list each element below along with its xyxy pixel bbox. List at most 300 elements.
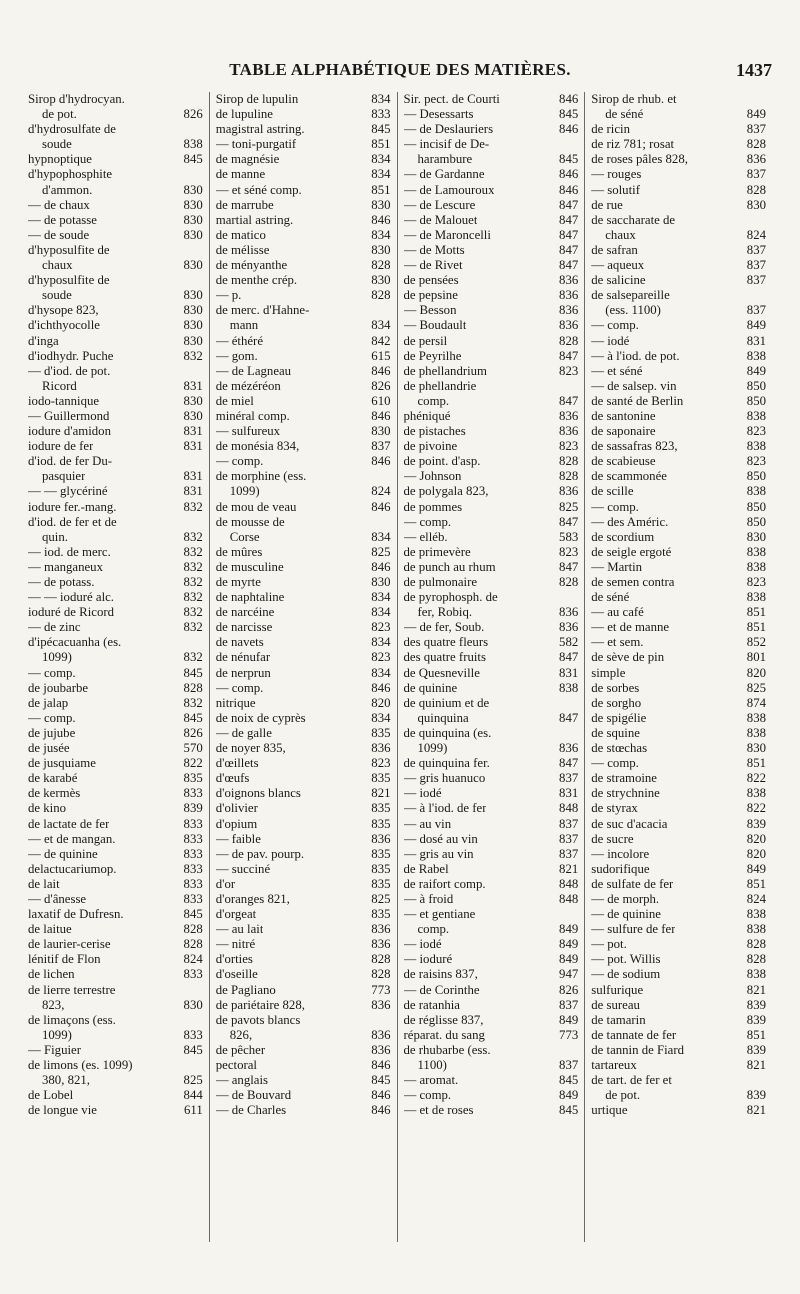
entry-term: — et de mangan. — [28, 831, 116, 846]
entry-page: 828 — [559, 333, 579, 348]
entry-term: — éthéré — [215, 333, 264, 348]
index-entry — [28, 213, 203, 228]
entry-term: — de sodium — [591, 967, 661, 982]
entry-term: de pivoine — [403, 439, 458, 454]
index-entry — [216, 1103, 391, 1118]
entry-term: de pot. — [605, 1088, 641, 1103]
entry-page: 838 — [746, 922, 766, 937]
index-entry — [28, 786, 203, 801]
entry-term: de pavots blancs — [215, 1012, 301, 1027]
entry-term: de sureau — [591, 997, 640, 1012]
entry-term: — anglais — [215, 1073, 268, 1088]
entry-page: 836 — [371, 997, 391, 1012]
entry-page: 851 — [746, 876, 766, 891]
index-entry — [216, 198, 391, 213]
index-entry — [404, 635, 579, 650]
entry-term: d'hysope 823, — [28, 303, 99, 318]
entry-page: 831 — [559, 665, 579, 680]
index-entry — [216, 1043, 391, 1058]
index-entry — [404, 907, 579, 922]
entry-page: 826 — [183, 107, 203, 122]
index-entry — [591, 862, 766, 877]
entry-page: 845 — [183, 665, 203, 680]
entry-page: 832 — [183, 590, 203, 605]
entry-term: de séné — [591, 590, 630, 605]
entry-page: 823 — [746, 454, 766, 469]
entry-page: 838 — [183, 137, 203, 152]
entry-term: d'oignons blancs — [215, 786, 301, 801]
entry-term: de ratanhia — [403, 997, 460, 1012]
entry-term: de pensées — [403, 273, 459, 288]
index-entry — [28, 515, 203, 530]
entry-term: tartareux — [591, 1058, 637, 1072]
entry-term: phéniqué — [403, 408, 451, 423]
entry-page: 834 — [371, 152, 391, 167]
entry-page: 828 — [746, 182, 766, 197]
index-entry — [404, 454, 579, 469]
entry-page: 832 — [183, 695, 203, 710]
entry-page: 842 — [371, 333, 391, 348]
entry-term: de ricin — [591, 122, 630, 137]
entry-page: 830 — [183, 182, 203, 197]
index-entry — [28, 741, 203, 756]
entry-page: 846 — [371, 1088, 391, 1103]
index-entry — [216, 303, 391, 318]
entry-page: 828 — [371, 952, 391, 967]
index-entry — [591, 364, 766, 379]
entry-page: 849 — [559, 922, 579, 937]
entry-term: de quinquina (es. — [403, 725, 492, 740]
index-entry — [591, 469, 766, 484]
index-entry — [28, 1088, 203, 1103]
index-entry — [404, 771, 579, 786]
entry-term: — à froid — [403, 891, 454, 906]
entry-page: 837 — [559, 997, 579, 1012]
entry-term: — de fer, Soub. — [403, 620, 485, 635]
index-entry — [28, 696, 203, 711]
index-entry — [404, 167, 579, 182]
index-entry — [591, 122, 766, 137]
index-entry — [591, 258, 766, 273]
entry-term: de limaçons (ess. — [28, 1012, 116, 1027]
entry-term: de quinium et de — [403, 695, 490, 710]
index-entry — [404, 967, 579, 982]
entry-term: — de Bouvard — [215, 1088, 292, 1103]
entry-term: de raisins 837, — [403, 967, 478, 982]
index-columns — [28, 92, 772, 1242]
index-entry — [216, 967, 391, 982]
entry-term: de marrube — [215, 197, 274, 212]
entry-page: 847 — [559, 212, 579, 227]
entry-term: de raifort comp. — [403, 876, 486, 891]
entry-page: 828 — [371, 967, 391, 982]
entry-term: Sirop d'hydrocyan. — [28, 92, 125, 106]
entry-term: de saccharate de — [591, 212, 676, 227]
entry-page: 845 — [559, 1073, 579, 1088]
entry-page: 823 — [371, 650, 391, 665]
index-entry — [216, 349, 391, 364]
index-entry — [404, 922, 579, 937]
entry-term: — manganeux — [28, 559, 103, 574]
index-entry — [404, 198, 579, 213]
entry-term: fer, Robiq. — [417, 605, 473, 620]
entry-term: de rhubarbe (ess. — [403, 1042, 491, 1057]
index-entry — [28, 288, 203, 303]
entry-term: de monésia 834, — [215, 439, 300, 454]
entry-term: — de Lamouroux — [403, 182, 495, 197]
index-entry — [216, 681, 391, 696]
entry-term: de quinquina fer. — [403, 756, 490, 771]
index-entry — [591, 228, 766, 243]
index-entry — [404, 258, 579, 273]
entry-page: 851 — [746, 605, 766, 620]
index-entry — [216, 907, 391, 922]
index-entry — [216, 454, 391, 469]
index-entry — [28, 500, 203, 515]
index-entry — [591, 666, 766, 681]
entry-page: 851 — [371, 182, 391, 197]
entry-term: de ményanthe — [215, 258, 288, 273]
index-entry — [216, 469, 391, 484]
entry-term: de narcéine — [215, 605, 275, 620]
index-entry — [216, 605, 391, 620]
entry-term: iodure d'amidon — [28, 424, 111, 439]
entry-term: — des Améric. — [591, 514, 669, 529]
entry-page: 837 — [559, 1058, 579, 1072]
entry-page: 821 — [746, 982, 766, 997]
entry-page: 820 — [746, 846, 766, 861]
index-entry — [216, 288, 391, 303]
entry-term: d'olivier — [215, 801, 258, 816]
index-entry — [216, 560, 391, 575]
index-entry — [591, 183, 766, 198]
index-entry — [216, 817, 391, 832]
index-entry — [404, 998, 579, 1013]
entry-page: 838 — [746, 559, 766, 574]
entry-term: — et séné comp. — [215, 182, 302, 197]
index-entry — [28, 454, 203, 469]
entry-page: 839 — [746, 1012, 766, 1027]
entry-page: 826 — [371, 378, 391, 393]
index-entry — [404, 681, 579, 696]
index-entry — [28, 877, 203, 892]
index-entry — [28, 107, 203, 122]
entry-page: 836 — [559, 288, 579, 303]
entry-page: 830 — [183, 408, 203, 423]
entry-term: de polygala 823, — [403, 484, 489, 499]
entry-page: 820 — [746, 665, 766, 680]
index-entry — [591, 92, 766, 107]
index-entry — [216, 983, 391, 998]
entry-term: — de potass. — [28, 575, 95, 589]
index-entry — [591, 394, 766, 409]
entry-term: — de Charles — [215, 1103, 287, 1118]
entry-term: — comp. — [591, 499, 639, 514]
entry-term: de Rabel — [403, 861, 449, 876]
index-entry — [404, 666, 579, 681]
index-entry — [216, 92, 391, 107]
index-entry — [28, 681, 203, 696]
index-entry — [28, 907, 203, 922]
index-entry — [28, 801, 203, 816]
entry-page: 851 — [746, 756, 766, 771]
entry-page: 846 — [371, 408, 391, 423]
entry-term: d'hyposulfite de — [28, 273, 110, 288]
entry-term: de scabieuse — [591, 454, 656, 469]
index-entry — [216, 409, 391, 424]
entry-term: de laitue — [28, 922, 72, 937]
entry-term: quin. — [42, 529, 68, 544]
entry-term: — de salsep. vin — [591, 378, 677, 393]
entry-page: 837 — [746, 273, 766, 288]
entry-page: 820 — [371, 695, 391, 710]
index-entry — [216, 847, 391, 862]
index-entry — [591, 137, 766, 152]
entry-page: 837 — [371, 439, 391, 454]
index-entry — [28, 560, 203, 575]
entry-term: soude — [42, 137, 72, 152]
entry-term: chaux — [42, 258, 73, 273]
entry-page: 839 — [746, 816, 766, 831]
entry-term: de jusée — [28, 741, 70, 756]
entry-term: — de potasse — [28, 212, 97, 227]
entry-term: de point. d'asp. — [403, 454, 481, 469]
entry-page: 846 — [371, 1103, 391, 1118]
entry-term: des quatre fruits — [403, 650, 486, 665]
index-entry — [404, 620, 579, 635]
index-entry — [28, 1043, 203, 1058]
entry-term: — de Lescure — [403, 197, 476, 212]
entry-page: 851 — [746, 620, 766, 635]
entry-term: — et séné — [591, 363, 643, 378]
entry-term: iodure fer.-mang. — [28, 499, 117, 514]
index-entry — [28, 862, 203, 877]
index-entry — [216, 590, 391, 605]
entry-term: — au café — [591, 605, 644, 620]
index-entry — [216, 666, 391, 681]
index-entry — [28, 771, 203, 786]
entry-term: soude — [42, 288, 72, 303]
entry-page: 830 — [746, 197, 766, 212]
entry-page: 828 — [746, 952, 766, 967]
entry-page: 848 — [559, 876, 579, 891]
index-entry — [28, 183, 203, 198]
entry-term: — Boudault — [403, 318, 467, 333]
index-entry — [28, 590, 203, 605]
entry-page: 823 — [559, 439, 579, 454]
entry-term: — sulfureux — [215, 424, 281, 439]
entry-page: 833 — [183, 891, 203, 906]
entry-term: de punch au rhum — [403, 559, 496, 574]
entry-term: — de Corinthe — [403, 982, 480, 997]
entry-page: 828 — [371, 288, 391, 303]
index-entry — [216, 334, 391, 349]
index-entry — [216, 756, 391, 771]
index-entry — [404, 711, 579, 726]
index-entry — [591, 726, 766, 741]
entry-term: — comp. — [215, 454, 264, 469]
index-entry — [591, 711, 766, 726]
entry-page: 837 — [746, 242, 766, 257]
entry-page: 837 — [746, 122, 766, 137]
entry-term: de lactate de fer — [28, 816, 110, 831]
index-entry — [28, 922, 203, 937]
entry-page: 846 — [371, 499, 391, 514]
entry-term: 1100) — [417, 1058, 447, 1072]
entry-term: de safran — [591, 242, 638, 257]
index-entry — [591, 530, 766, 545]
entry-page: 846 — [559, 122, 579, 137]
entry-term: de Pagliano — [215, 982, 276, 997]
index-entry — [591, 273, 766, 288]
entry-term: — de Motts — [403, 242, 465, 257]
index-entry — [591, 515, 766, 530]
entry-term: haramburе — [417, 152, 473, 167]
entry-page: 839 — [183, 801, 203, 816]
entry-page: 834 — [371, 92, 391, 106]
entry-term: — comp. — [28, 665, 76, 680]
entry-page: 828 — [746, 937, 766, 952]
entry-page: 833 — [183, 846, 203, 861]
entry-term: — de Deslauriers — [403, 122, 494, 137]
entry-page: 848 — [559, 801, 579, 816]
entry-page: 830 — [183, 227, 203, 242]
entry-term: — comp. — [591, 318, 639, 333]
entry-term: de kino — [28, 801, 67, 816]
index-entry — [404, 817, 579, 832]
entry-term: de mélisse — [215, 242, 270, 257]
index-entry — [28, 1058, 203, 1073]
entry-page: 832 — [183, 650, 203, 665]
entry-page: 839 — [746, 1088, 766, 1103]
entry-term: de pêcher — [215, 1042, 266, 1057]
entry-term: de navets — [215, 635, 264, 650]
entry-term: de sulfate de fer — [591, 876, 674, 891]
index-entry — [591, 334, 766, 349]
entry-page: 846 — [371, 559, 391, 574]
entry-term: de salicine — [591, 273, 646, 288]
entry-page: 821 — [746, 1103, 766, 1118]
entry-page: 836 — [371, 1027, 391, 1042]
index-entry — [404, 937, 579, 952]
entry-page: 837 — [746, 167, 766, 182]
index-entry — [591, 590, 766, 605]
entry-page: 831 — [183, 469, 203, 484]
entry-term: — sulfure de fer — [591, 922, 676, 937]
entry-term: chaux — [605, 227, 636, 242]
entry-page: 833 — [371, 107, 391, 122]
entry-term: de salsepareille — [591, 288, 670, 303]
entry-page: 835 — [371, 861, 391, 876]
index-entry — [28, 364, 203, 379]
entry-term: de sorgho — [591, 695, 642, 710]
entry-term: de pistaches — [403, 424, 466, 439]
entry-page: 830 — [183, 212, 203, 227]
entry-page: 837 — [559, 816, 579, 831]
entry-page: 823 — [746, 424, 766, 439]
entry-term: — aqueux — [591, 258, 645, 273]
entry-term: de sassafras 823, — [591, 439, 678, 454]
index-entry — [591, 937, 766, 952]
entry-term: — de morph. — [591, 891, 660, 906]
entry-term: de sorbes — [591, 680, 640, 695]
entry-page: 828 — [559, 454, 579, 469]
entry-term: de joubarbe — [28, 680, 89, 695]
entry-term: d'opium — [215, 816, 258, 831]
entry-page: 838 — [746, 348, 766, 363]
index-entry — [28, 937, 203, 952]
entry-page: 831 — [183, 439, 203, 454]
entry-page: 615 — [371, 348, 391, 363]
entry-page: 835 — [371, 725, 391, 740]
index-entry — [591, 560, 766, 575]
entry-term: — de Maroncelli — [403, 227, 491, 242]
entry-term: — de chaux — [28, 197, 90, 212]
index-entry — [591, 681, 766, 696]
entry-page: 849 — [559, 1088, 579, 1103]
entry-term: de noix de cyprès — [215, 710, 306, 725]
entry-page: 845 — [183, 907, 203, 922]
index-entry — [591, 439, 766, 454]
entry-page: 828 — [183, 680, 203, 695]
index-entry — [404, 137, 579, 152]
index-entry — [216, 137, 391, 152]
entry-page: 821 — [746, 1058, 766, 1072]
entry-term: — rouges — [591, 167, 642, 182]
entry-page: 825 — [183, 1073, 203, 1088]
index-entry — [28, 545, 203, 560]
entry-page: 830 — [746, 529, 766, 544]
entry-term: de mézéréon — [215, 378, 281, 393]
index-entry — [404, 1058, 579, 1073]
entry-term: d'oseille — [215, 967, 258, 982]
entry-term: martial astring. — [215, 212, 294, 227]
index-entry — [28, 92, 203, 107]
entry-page: 839 — [746, 997, 766, 1012]
index-entry — [591, 952, 766, 967]
entry-term: de miel — [215, 393, 254, 408]
entry-term: — gom. — [215, 348, 258, 363]
index-entry — [28, 469, 203, 484]
entry-term: — au lait — [215, 922, 264, 937]
entry-page: 838 — [746, 484, 766, 499]
index-column-4 — [585, 92, 772, 1242]
entry-page: 834 — [371, 318, 391, 333]
entry-term: de longue vie — [28, 1103, 97, 1118]
entry-term: — Guillermond — [28, 408, 110, 423]
entry-term: — toni-purgatif — [215, 137, 297, 152]
entry-term: de scordium — [591, 529, 655, 544]
index-entry — [404, 364, 579, 379]
entry-term: — gris huanuco — [403, 771, 486, 786]
entry-term: d'or — [215, 876, 236, 891]
entry-page: 836 — [559, 605, 579, 620]
entry-term: — iodé — [403, 937, 442, 952]
entry-page: 845 — [183, 710, 203, 725]
entry-term: de limons (es. 1099) — [28, 1058, 133, 1072]
index-entry — [404, 983, 579, 998]
entry-term: de manne — [215, 167, 266, 182]
entry-page: 834 — [371, 635, 391, 650]
entry-term: pasquier — [42, 469, 86, 484]
entry-term: de mûres — [215, 544, 263, 559]
index-entry — [591, 1028, 766, 1043]
index-entry — [216, 696, 391, 711]
index-entry — [591, 696, 766, 711]
index-entry — [28, 137, 203, 152]
entry-page: 825 — [746, 680, 766, 695]
index-entry — [28, 952, 203, 967]
